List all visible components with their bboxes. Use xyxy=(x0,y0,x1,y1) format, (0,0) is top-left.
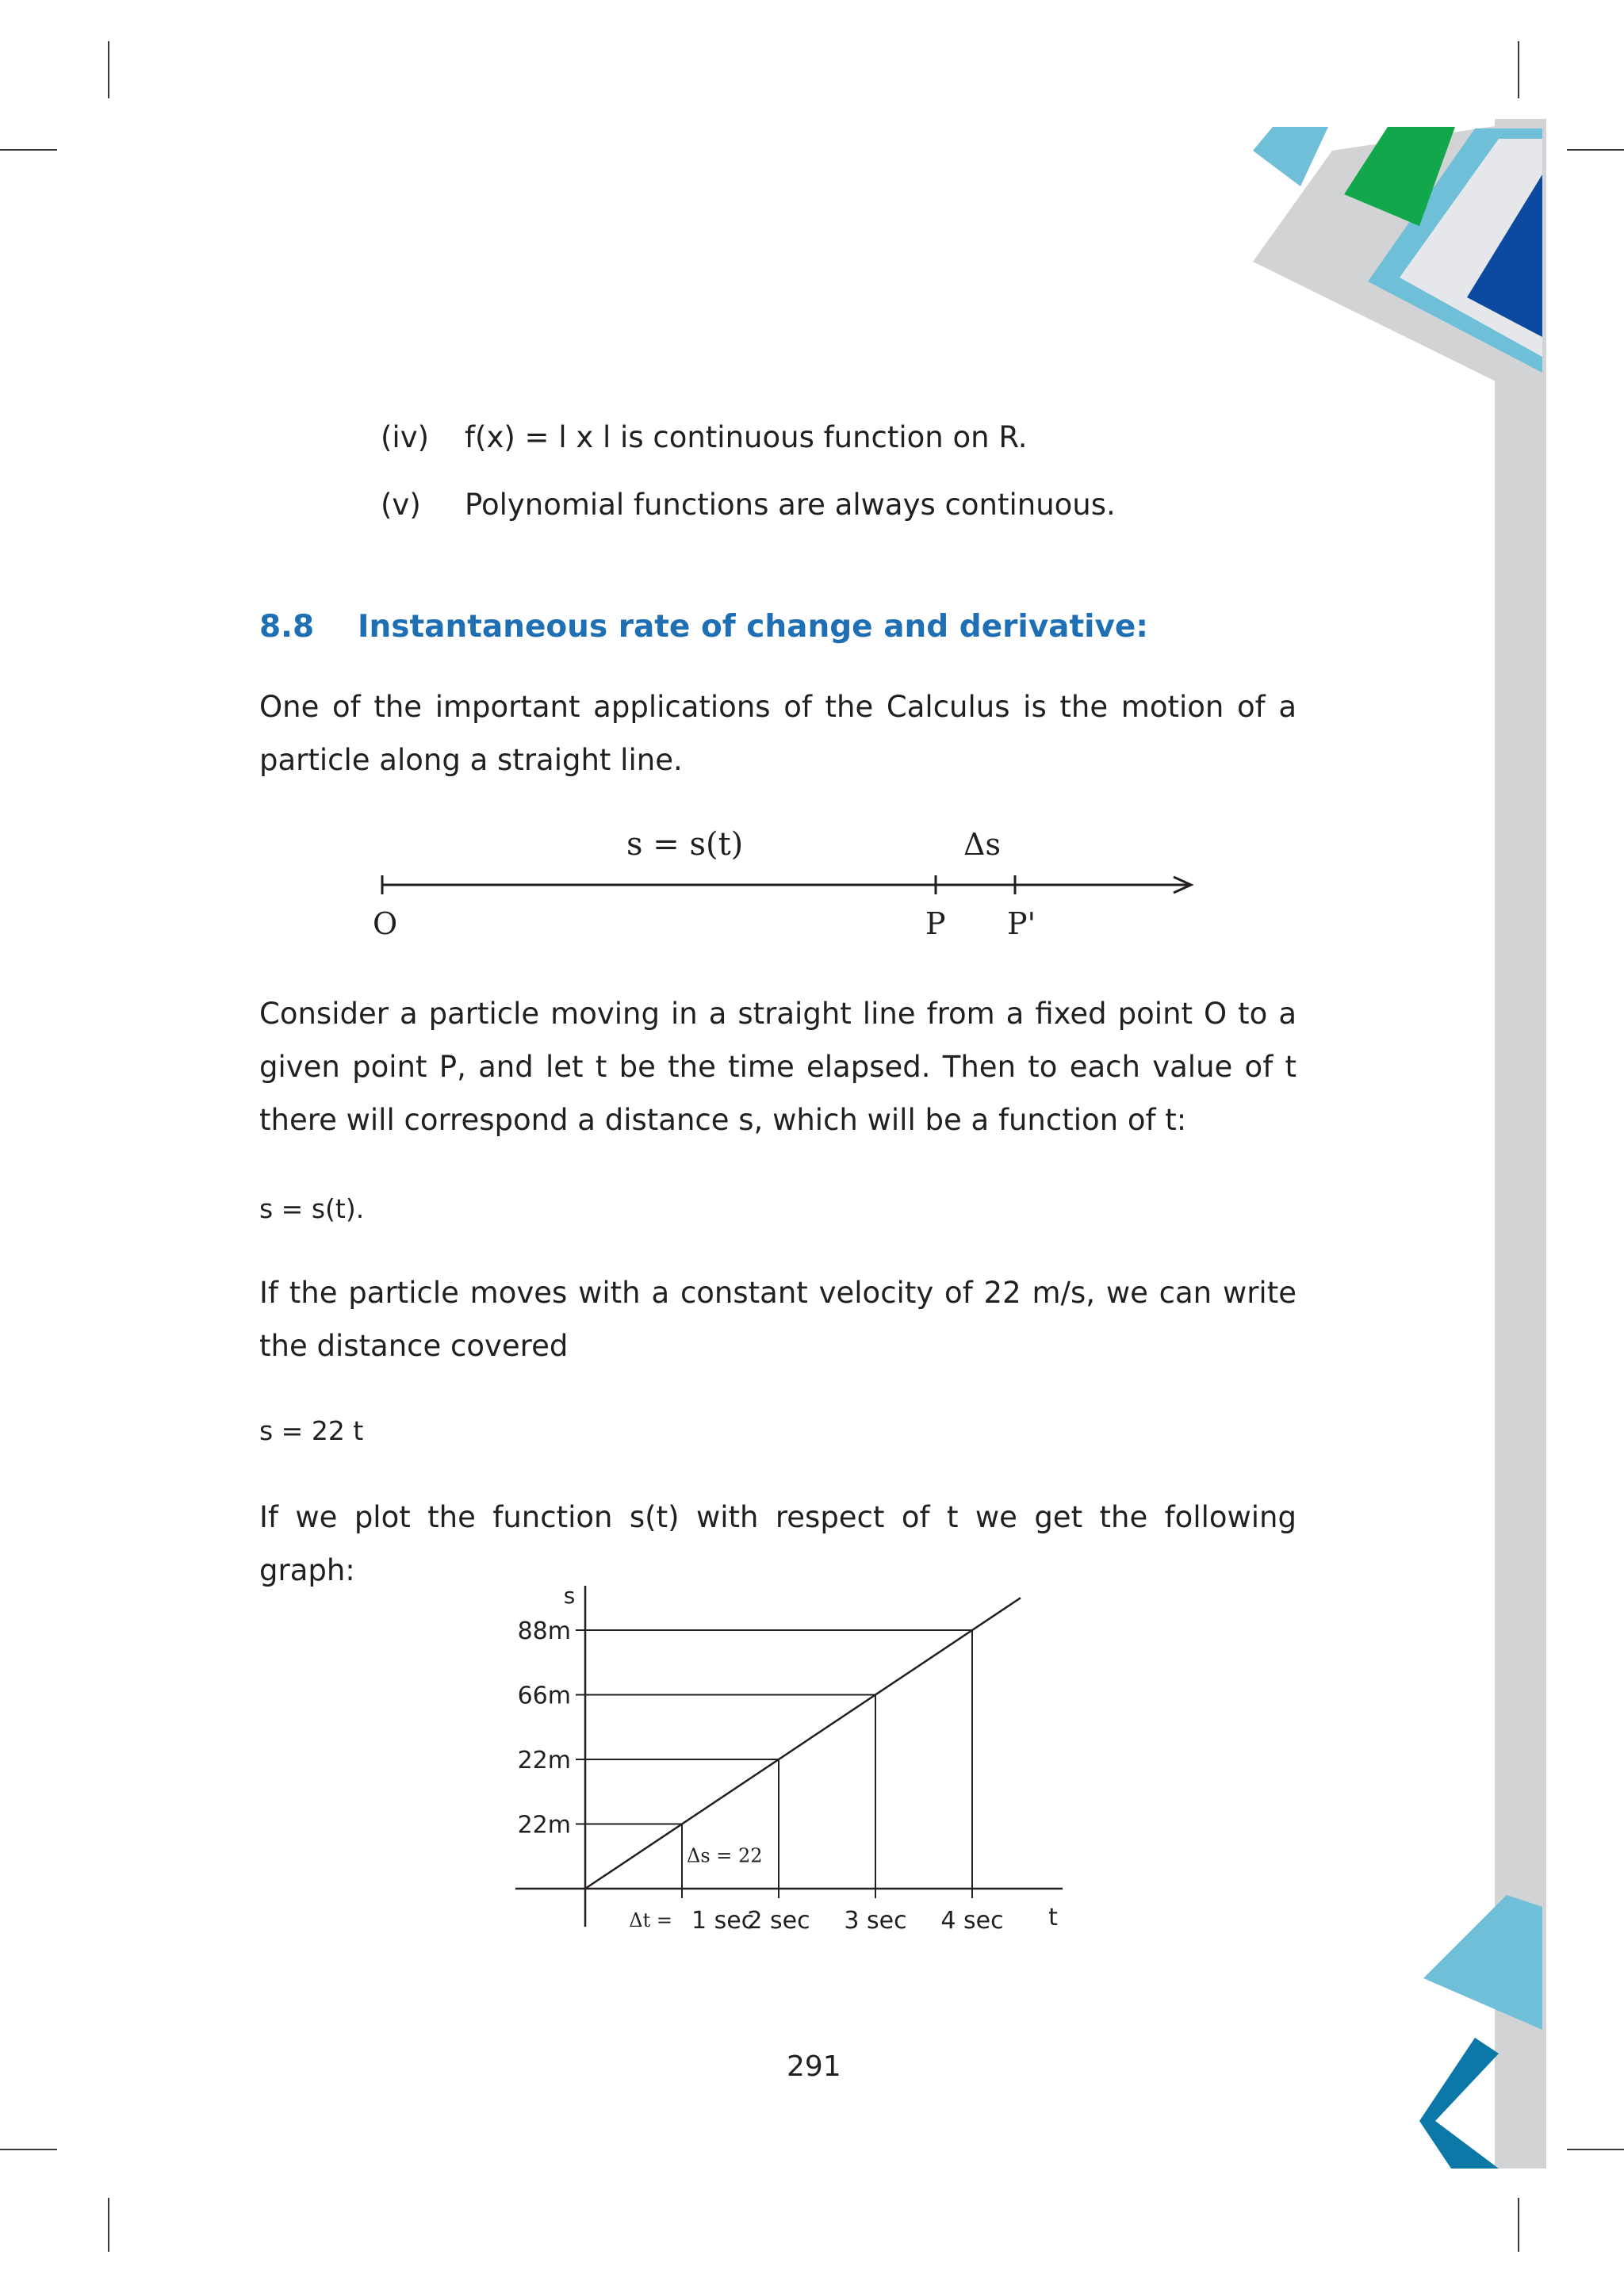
crop-mark xyxy=(108,2198,109,2252)
section-number: 8.8 xyxy=(259,609,315,645)
y-tick-label: 66m xyxy=(517,1682,571,1710)
function-label: s = s(t) xyxy=(626,826,744,863)
list-text-v: Polynomial functions are always continuous. xyxy=(465,488,1116,522)
crop-mark xyxy=(0,149,57,151)
crop-mark xyxy=(1518,41,1519,98)
equation-s-22t: s = 22 t xyxy=(259,1415,364,1446)
x-tick-label: 4 sec xyxy=(940,1907,1004,1935)
y-tick-label: 22m xyxy=(517,1747,571,1774)
delta-s-annotation: Δs = 22 xyxy=(687,1844,763,1867)
list-text-iv: f(x) = l x l is continuous function on R. xyxy=(465,420,1028,454)
intro-paragraph: One of the important applications of the Calculus is the motion of a particle along a straight line. xyxy=(259,690,1297,777)
crop-mark xyxy=(1567,149,1624,151)
series-line xyxy=(585,1598,1021,1889)
teal-chevron xyxy=(1419,2038,1499,2169)
delta-s-label: Δs xyxy=(963,827,1001,862)
crop-mark xyxy=(1567,2149,1624,2150)
y-tick-label: 22m xyxy=(517,1811,571,1839)
page-number: 291 xyxy=(787,2050,841,2083)
point-o-label: O xyxy=(373,906,398,941)
x-tick-label: 2 sec xyxy=(747,1907,810,1935)
x-tick-label: 1 sec xyxy=(691,1907,755,1935)
distance-time-chart xyxy=(492,1570,1078,1935)
y-axis-label: s xyxy=(563,1583,576,1609)
velocity-paragraph: If the particle moves with a constant velocity of 22 m/s, we can write the distance covered xyxy=(259,1276,1297,1363)
section-title: Instantaneous rate of change and derivative: xyxy=(358,609,1148,645)
list-marker-v: (v) xyxy=(381,488,421,522)
decorative-border xyxy=(1237,119,1546,2180)
crop-mark xyxy=(1518,2198,1519,2252)
equation-s-of-t: s = s(t). xyxy=(259,1193,365,1224)
x-tick-label: 3 sec xyxy=(844,1907,907,1935)
point-p-prime-label: P' xyxy=(1007,906,1036,941)
crop-mark xyxy=(108,41,109,98)
point-p-label: P xyxy=(925,906,946,941)
gray-side-bar xyxy=(1495,119,1546,2169)
delta-t-annotation: Δt = xyxy=(629,1909,672,1931)
list-marker-iv: (iv) xyxy=(381,420,430,454)
consider-paragraph: Consider a particle moving in a straight line from a fixed point O to a given point P, and let t be the time elapsed. Then to each value of t there will correspond a distance s, which will be a function of t: xyxy=(259,997,1297,1137)
crop-mark xyxy=(0,2149,57,2150)
x-axis-label: t xyxy=(1048,1904,1058,1931)
y-tick-label: 88m xyxy=(517,1617,571,1645)
light-blue-diamond xyxy=(1423,1895,1542,2030)
number-line-diagram xyxy=(365,817,1205,959)
plot-paragraph: If we plot the function s(t) with respect of t we get the following graph: xyxy=(259,1500,1297,1587)
